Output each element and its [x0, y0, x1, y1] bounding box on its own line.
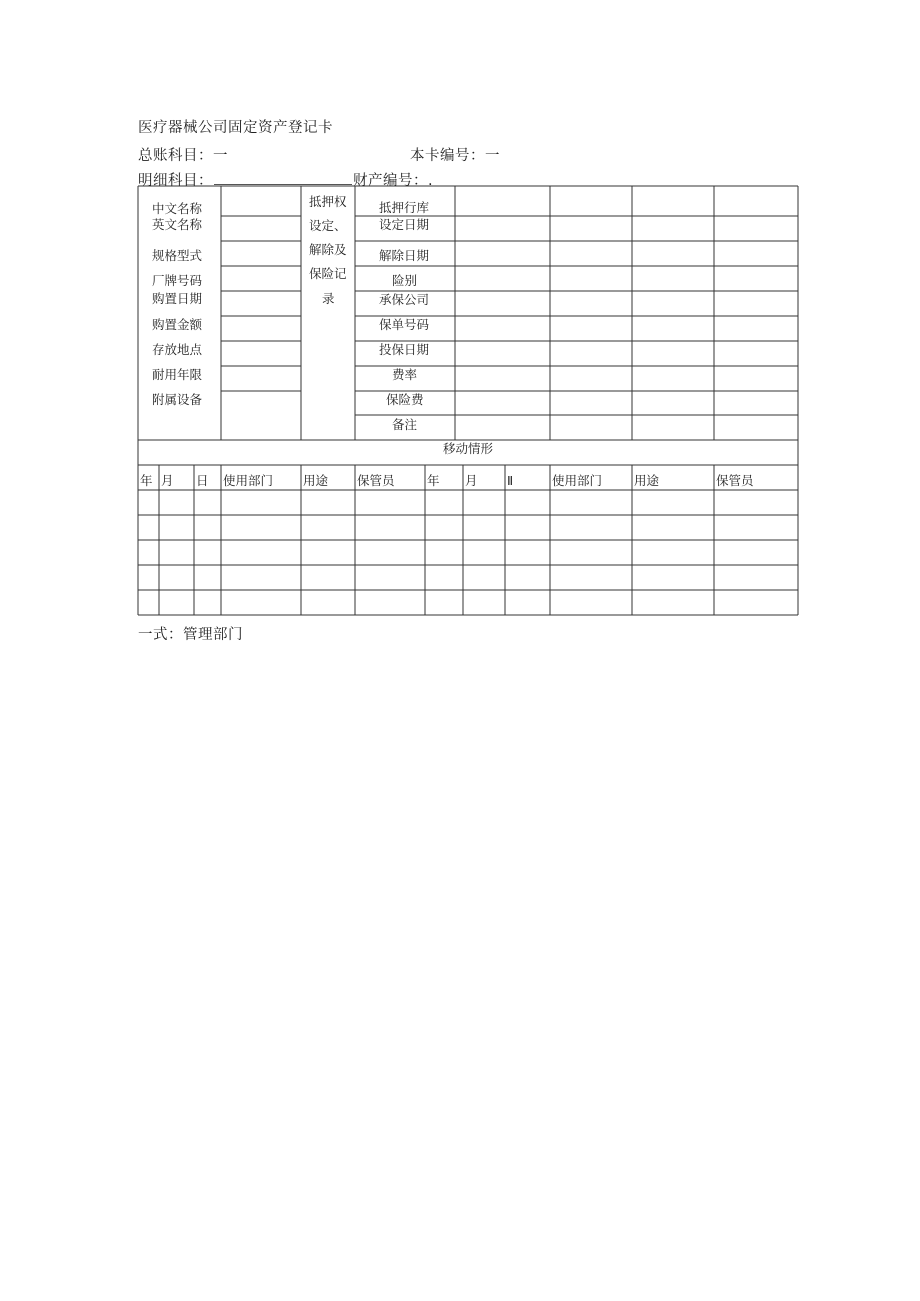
- movement-header-purpose: 用途: [303, 473, 329, 488]
- field-label-policy-number: 保单号码: [379, 317, 430, 332]
- movement-header-month: 月: [161, 473, 174, 488]
- mortgage-block-line-3: 解除及: [309, 242, 347, 257]
- field-label-accessories: 附属设备: [152, 392, 203, 407]
- mortgage-block-line-4: 保险记: [309, 266, 347, 281]
- field-label-mortgage-bank: 抵押行库: [379, 200, 430, 215]
- field-label-service-life: 耐用年限: [152, 367, 203, 382]
- field-label-insurance-type: 险别: [392, 273, 418, 288]
- movement-header-day-2: Ⅱ: [507, 473, 514, 488]
- card-number-label: 本卡编号：一: [410, 148, 500, 164]
- property-number-label: 财产编号：.: [353, 173, 434, 189]
- movement-header-keeper-2: 保管员: [716, 473, 754, 488]
- field-label-brand-number: 厂牌号码: [152, 273, 203, 288]
- movement-header-month-2: 月: [465, 473, 478, 488]
- movement-header-purpose-2: 用途: [634, 473, 660, 488]
- mortgage-block-line-2: 设定、: [309, 218, 347, 233]
- field-label-chinese-name: 中文名称: [152, 201, 203, 216]
- field-label-english-name: 英文名称: [152, 217, 203, 232]
- document-title: 医疗器械公司固定资产登记卡: [138, 120, 333, 136]
- field-label-insurer: 承保公司: [379, 292, 430, 307]
- movement-header-department: 使用部门: [223, 473, 274, 488]
- detail-account-line: [138, 169, 433, 190]
- field-label-storage-location: 存放地点: [152, 342, 203, 357]
- field-label-insured-date: 投保日期: [379, 342, 430, 357]
- movement-section-title: 移动情形: [443, 441, 494, 456]
- field-label-setup-date: 设定日期: [379, 217, 430, 232]
- movement-header-year: 年: [140, 473, 153, 488]
- field-label-rate: 费率: [392, 367, 418, 382]
- field-label-remarks: 备注: [392, 417, 418, 432]
- general-ledger-label: 总账科目：一: [138, 148, 228, 164]
- detail-account-label: 明细科目：: [138, 173, 213, 189]
- mortgage-block-line-5: 录: [322, 291, 335, 306]
- detail-account-blank: [214, 172, 352, 185]
- field-label-release-date: 解除日期: [379, 248, 430, 263]
- field-label-purchase-date: 购置日期: [152, 291, 203, 306]
- field-label-premium: 保险费: [386, 392, 424, 407]
- footer-note: 一式：管理部门: [138, 627, 243, 643]
- field-label-spec-model: 规格型式: [152, 248, 203, 263]
- movement-header-year-2: 年: [427, 473, 440, 488]
- movement-header-keeper: 保管员: [357, 473, 395, 488]
- movement-header-day: 日: [196, 473, 209, 488]
- mortgage-block-line-1: 抵押权: [309, 194, 347, 209]
- field-label-purchase-amount: 购置金额: [152, 317, 203, 332]
- movement-header-department-2: 使用部门: [552, 473, 603, 488]
